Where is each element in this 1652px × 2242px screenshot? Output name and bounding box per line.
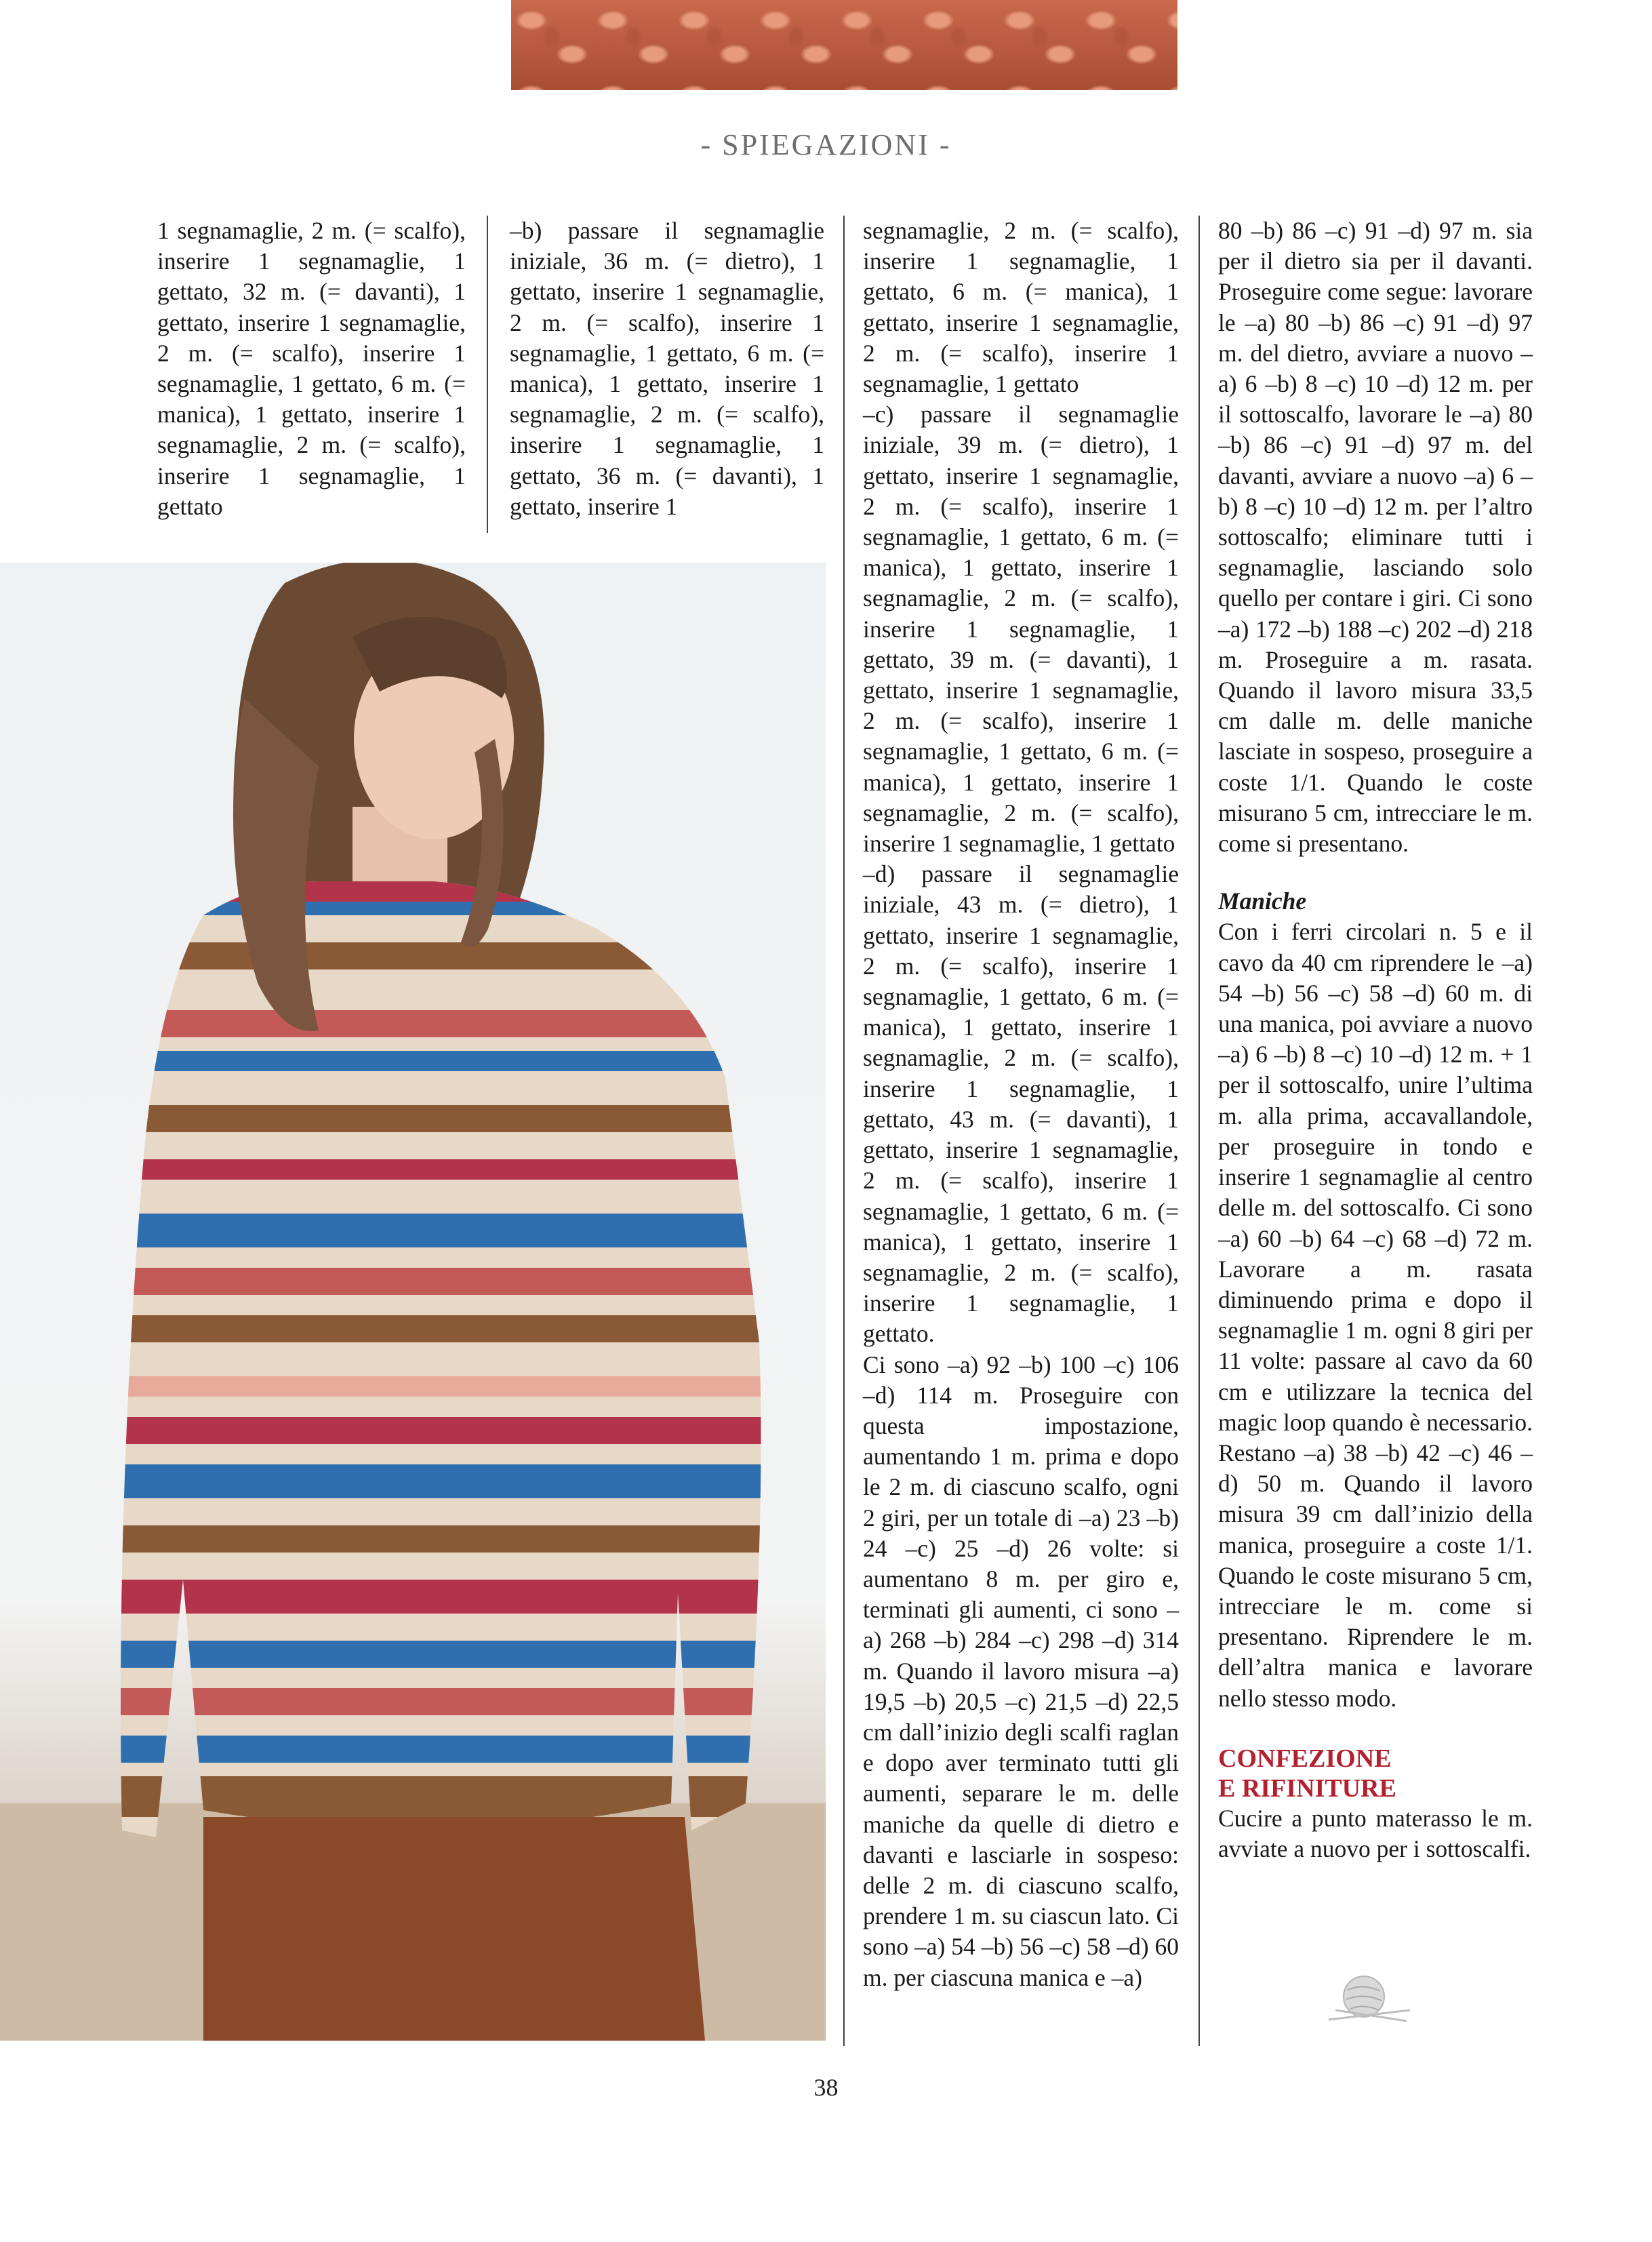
text-column-3 bbox=[863, 216, 1179, 1993]
section-title-line-1: CONFEZIONE bbox=[1218, 1744, 1392, 1773]
section-title-confezione bbox=[1218, 1744, 1533, 1803]
text-column-2 bbox=[510, 216, 824, 522]
subheading-maniche: Maniche bbox=[1218, 887, 1307, 915]
column-divider bbox=[843, 216, 845, 2046]
section-header: - SPIEGAZIONI - bbox=[700, 128, 952, 161]
paragraph: Cucire a punto materasso le m. avviate a nuovo per i sottoscalfi. bbox=[1218, 1804, 1533, 1862]
section-title-line-2: E RIFINITURE bbox=[1218, 1774, 1396, 1803]
paragraph: –c) passare il segnamaglie iniziale, 39 m. (= dietro), 1 gettato, inserire 1 segnamaglie, 2 m. (= scalfo), inserire 1 segnamaglie, 1 gettato, 6 m. (= manica), 1 gettato, inserire 1 segnamaglie, 2 m. (= scalfo), inserire 1 segnamaglie, 1 gettato, 39 m. (= davanti), 1 gettato, inserire 1 segnamaglie, 2 m. (= scalfo), inserire 1 segnamaglie, 1 gettato, 6 m. (= manica), 1 gettato, inserire 1 segnamaglie, 2 m. (= scalfo), inserire 1 segnamaglie, 1 gettato bbox=[863, 401, 1179, 858]
page-number: 38 bbox=[813, 2074, 839, 2101]
knit-texture-banner bbox=[511, 0, 1177, 90]
text-column-4 bbox=[1218, 216, 1533, 1864]
text-column-1 bbox=[157, 216, 466, 522]
column-divider bbox=[487, 216, 488, 533]
paragraph: Ci sono –a) 92 –b) 100 –c) 106 –d) 114 m. Proseguire con questa impostazione, aumentando 1 m. prima e dopo le 2 m. di ciascuno scalfo, ogni 2 giri, per un totale di –a) 23 –b) 24 –c) 25 –d) 26 volte: si aumentano 8 m. per giro e, terminati gli aumenti, ci sono –a) 268 –b) 284 –c) 298 –d) 314 m. Quando il lavoro misura –a) 19,5 –b) 20,5 –c) 21,5 –d) 22,5 cm dall’inizio degli scalfi raglan e dopo aver terminato tutti gli aumenti, separare le m. delle maniche da quelle di dietro e davanti e lasciarle in sospeso: delle 2 m. di ciascuno scalfo, prendere 1 m. su ciascun lato. Ci sono –a) 54 –b) 56 –c) 58 –d) 60 m. per ciascuna manica e –a) bbox=[863, 1350, 1179, 1991]
paragraph: –d) passare il segnamaglie iniziale, 43 m. (= dietro), 1 gettato, inserire 1 segnamaglie, 2 m. (= scalfo), inserire 1 segnamaglie, 1 gettato, 6 m. (= manica), 1 gettato, inserire 1 segnamaglie, 2 m. (= scalfo), inserire 1 segnamaglie, 1 gettato, 43 m. (= davanti), 1 gettato, inserire 1 segnamaglie, 2 m. (= scalfo), inserire 1 segnamaglie, 1 gettato, 6 m. (= manica), 1 gettato, inserire 1 segnamaglie, 2 m. (= scalfo), inserire 1 segnamaglie, 1 gettato. bbox=[863, 860, 1179, 1348]
model-illustration bbox=[0, 563, 826, 2041]
paragraph: 1 segnamaglie, 2 m. (= scalfo), inserire 1 segnamaglie, 1 gettato, 32 m. (= davanti), 1 gettato, inserire 1 segnamaglie, 2 m. (= scalfo), inserire 1 segnamaglie, 1 gettato, 6 m. (= manica), 1 gettato, inserire 1 segnamaglie, 2 m. (= scalfo), inserire 1 segnamaglie, 1 gettato bbox=[157, 217, 466, 520]
column-divider bbox=[1198, 216, 1200, 2046]
paragraph: 80 –b) 86 –c) 91 –d) 97 m. sia per il dietro sia per il davanti. Proseguire come segue: lavorare le –a) 80 –b) 86 –c) 91 –d) 97 m. del dietro, avviare a nuovo –a) 6 –b) 8 –c) 10 –d) 12 m. per il sottoscalfo, lavorare le –a) 80 –b) 86 –c) 91 –d) 97 m. del davanti, avviare a nuovo –a) 6 –b) 8 –c) 10 –d) 12 m. per l’altro sottoscalfo; eliminare tutti i segnamaglie, lasciando solo quello per contare i giri. Ci sono –a) 172 –b) 188 –c) 202 –d) 218 m. Proseguire a m. rasata. Quando il lavoro misura 33,5 cm dalle m. delle maniche lasciate in sospeso, proseguire a coste 1/1. Quando le coste misurano 5 cm, intrecciare le m. come si presentano. bbox=[1218, 217, 1533, 858]
paragraph: –b) passare il segnamaglie iniziale, 36 m. (= dietro), 1 gettato, inserire 1 segnamaglie, 2 m. (= scalfo), inserire 1 segnamaglie, 1 gettato, 6 m. (= manica), 1 gettato, inserire 1 segnamaglie, 2 m. (= scalfo), inserire 1 segnamaglie, 1 gettato, 36 m. (= davanti), 1 gettato, inserire 1 bbox=[510, 217, 824, 520]
paragraph: Con i ferri circolari n. 5 e il cavo da 40 cm riprendere le –a) 54 –b) 56 –c) 58 –d) 60 m. di una manica, poi avviare a nuovo –a) 6 –b) 8 –c) 10 –d) 12 m. + 1 per il sottoscalfo, unire l’ultima m. alla prima, accavallandole, per proseguire in tondo e inserire 1 segnamaglie al centro delle m. del sottoscalfo. Ci sono –a) 60 –b) 64 –c) 68 –d) 72 m. Lavorare a m. rasata diminuendo prima e dopo il segnamaglie 1 m. ogni 8 giri per 11 volte: passare al cavo da 60 cm e utilizzare la tecnica del magic loop quando è necessario. Restano –a) 38 –b) 42 –c) 46 –d) 50 m. Quando il lavoro misura 39 cm dall’inizio della manica, proseguire a coste 1/1. Quando le coste misurano 5 cm, intrecciare le m. come si presentano. Riprendere le m. dell’altra manica e lavorare nello stesso modo. bbox=[1218, 918, 1533, 1712]
model-photo bbox=[0, 563, 826, 2041]
paragraph: segnamaglie, 2 m. (= scalfo), inserire 1 segnamaglie, 1 gettato, 6 m. (= manica), 1 gettato, inserire 1 segnamaglie, 2 m. (= scalfo), inserire 1 segnamaglie, 1 gettato bbox=[863, 217, 1179, 398]
yarn-ball-icon bbox=[1322, 1969, 1417, 2024]
